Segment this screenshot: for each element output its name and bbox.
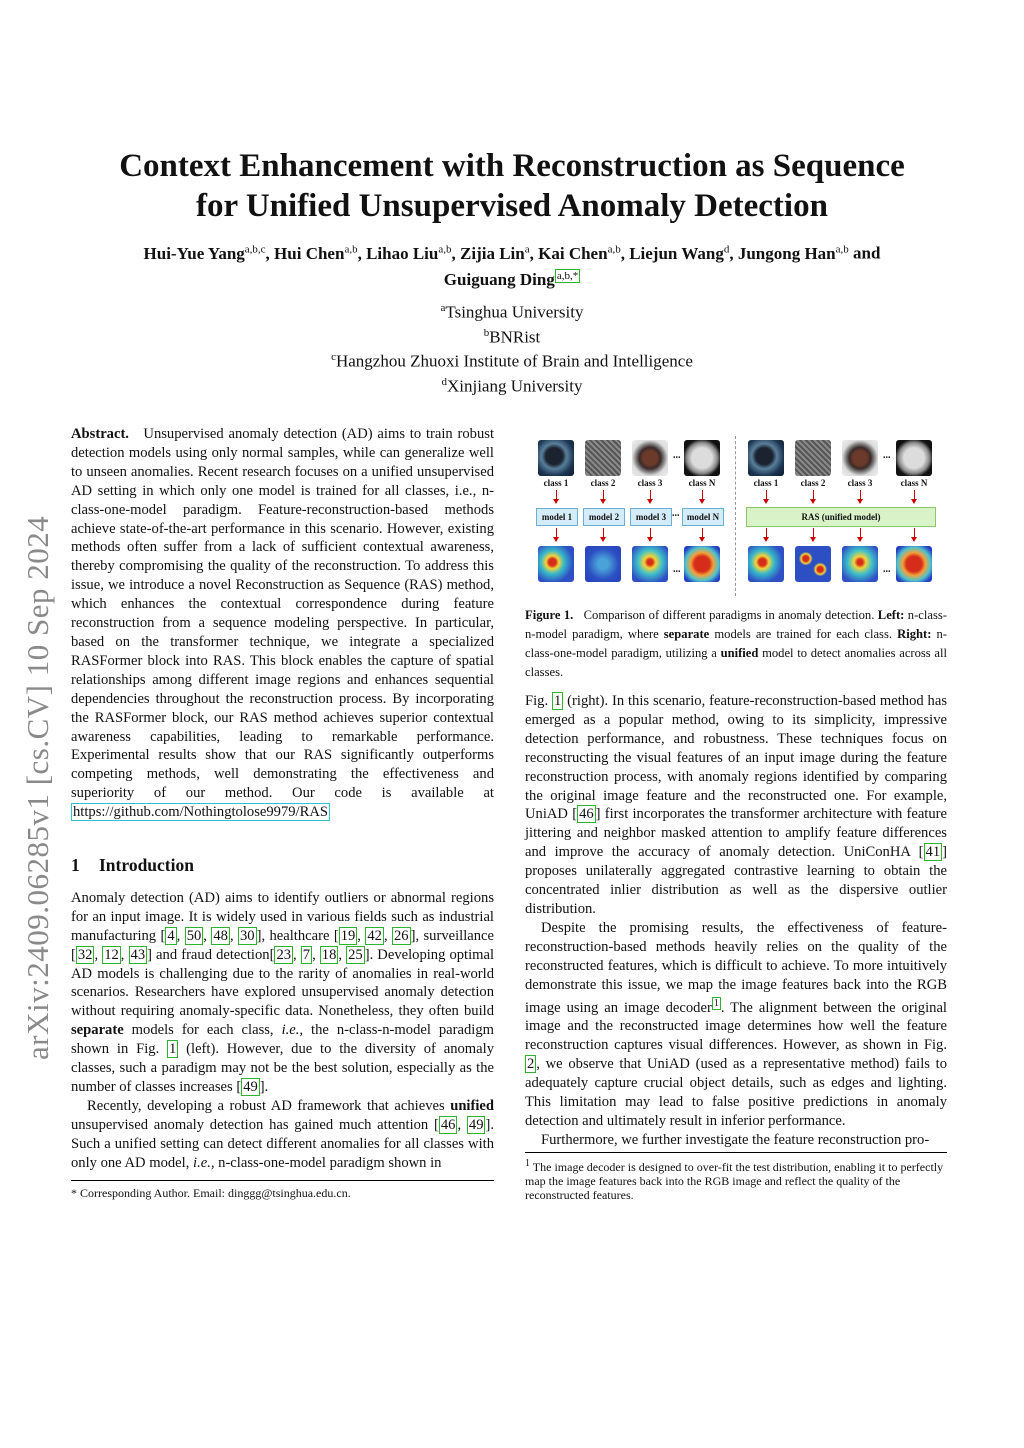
abstract: Abstract. Unsupervised anomaly detection (AD) aims to train robust detection models using only normal samples, while can generalize well to unseen anomalies. Recent research focuses on a unified unsupervised AD setting in which only one model is trained for all classes, i.e., n-class-one-model paradigm. Feature-reconstruction-based methods achieve state-of-the-art performance in this scenario. However, existing methods often suffer from a lack of sufficient contextual awareness, thereby compromising the quality of the reconstruction. To address this issue, we introduce a novel Reconstruction as Sequence (RAS) method, which enhances the contextual correspondence during feature reconstruction from a sequence modeling perspective. In particular, based on the transformer technique, we integrate a specialized RASFormer block into RAS. This block enables the capture of spatial relationships among different image regions and enhances sequential dependencies throughout the reconstruction process. By incorporating the RASFormer block, our RAS method achieves superior contextual awareness capabilities, leading to remarkable performance. Experimental results show that our RAS significantly outperforms competing methods, well demonstrating the effectiveness and superiority of our method. Our code is available at https://github.com/Nothingtolose9979/RAS [71,426,495,821]
flow-arrow [702,528,703,538]
class-2-anomaly-map [795,546,831,582]
citation-link[interactable]: 49 [243,1079,258,1095]
class-n-sample-image [684,440,720,476]
author: Hui-Yue Yang$^{a,b,c}$, [143,243,275,263]
right-column [525,692,947,1150]
citation-link[interactable]: 46 [579,806,594,823]
flow-arrow [556,490,557,500]
flow-arrow [914,490,915,500]
citation-link[interactable]: 43 [130,946,146,963]
flow-arrow [603,490,604,500]
flow-arrow [766,528,767,538]
flow-arrow [813,490,814,500]
citation-link[interactable]: 12 [104,946,119,963]
title-line-1: Context Enhancement with Reconstruction as Sequence [119,148,905,184]
class-label: class 2 [590,478,616,488]
citation-link[interactable]: 46 [440,1116,456,1133]
intro-paragraph-1: Anomaly detection (AD) aims to identify outliers or abnormal regions for an input image. It is widely used in various fields such as industrial manufacturing [ 4 , 50 , 48 , 30 ], healthcare [ 19 , 42 , 26 ], surveillance [ 32 , 12 , 43 ] and fraud detection[ 23 , 7 , 18 , 25 ]. Developing optimal AD models is challenging due to the rarity of anomalies in real-world scenarios. Researchers have explored unsupervised anomaly detection without requiring anomaly-specific data. Nonetheless, they often build separate models for each class, i.e., the n-class-n-model paradigm shown in Fig. 1 (left). However, due to the diversity of anomaly classes, such a paradigm may not be the best solution, especially as the number of classes increases [ 49 ]. [71,889,495,1095]
class-label: class 3 [637,478,663,488]
body-paragraph: Fig. 1 (right). In this scenario, feature-reconstruction-based method has emerged as a popular method, owing to its simplicity, impressive detection performance, and robustness. These techniques focus on reconstructing the visual features of an input image during the feature reconstruction process, with anomaly regions identified by comparing the original image feature and the reconstructed one. For example, UniAD [ 46 ] first incorporates the transformer architecture with feature jittering and neighbor masked attention to amplify feature differences and improve the accuracy of anomaly detection. UniConHA [ 41 ] proposes unilaterally aggregated contrastive learning to obtain the concentrated inlier distribution as well as the dispersive outlier distribution. [525,693,948,917]
citation-link[interactable]: 4 [167,927,175,944]
unified-model-box: RAS (unified model) [746,507,936,527]
flow-arrow [860,490,861,500]
code-link[interactable]: https://github.com/Nothingtolose9979/RAS [73,804,328,821]
flow-arrow [702,490,703,500]
figure-link[interactable]: 2 [527,1056,535,1073]
author: Kai Chen$^{a,b}$, [538,243,630,263]
body-paragraph: Despite the promising results, the effectiveness of feature-reconstruction-based methods heavily relies on the quality of the reconstructed features, which is difficult to achieve. To more intuitively demonstrate this issue, we map the image features back into the RGB image using an image decoder $^1$ . The alignment between the original image and the reconstructed image determines how well the feature reconstruction captures visual differences. However, as shown in Fig. 2 , we observe that UniAD (used as a representative method) fails to adequately capture crucial object details, such as edges and lighting. This limitation may lead to false positive predictions in anomaly detection and ultimately result in inferior performance. [525,919,947,1129]
citation-link[interactable]: 7 [302,946,311,963]
ellipsis: ... [673,450,681,461]
author: Guiguang Ding $^{a,b,*}$ [443,269,579,290]
class-n-anomaly-map [684,546,720,582]
author: Zijia Lin$^a$, [460,243,539,263]
citation-link[interactable]: 48 [213,927,228,944]
ellipsis: ... [673,564,681,575]
flow-arrow [914,528,915,538]
figure-link[interactable]: 1 [169,1041,177,1058]
class-1-sample-image [748,440,784,476]
class-label: class N [900,478,928,488]
class-label: class 2 [800,478,826,488]
citation-link[interactable]: 18 [321,946,337,963]
author: Lihao Liu$^{a,b}$, [366,243,461,263]
author: Hui Chen$^{a,b}$, [274,243,367,263]
title-line-2: for Unified Unsupervised Anomaly Detection [196,188,828,224]
citation-link[interactable]: 25 [348,946,363,963]
footnote-link[interactable]: 1 [713,997,719,1009]
citation-link[interactable]: 50 [186,927,202,944]
corresponding-author-link[interactable]: a,b,* [556,269,579,282]
class-3-anomaly-map [842,546,878,582]
section-heading: 1 Introduction [71,855,194,876]
author: Liejun Wang$^d$, [629,243,738,263]
class-1-anomaly-map [538,546,574,582]
flow-arrow [650,490,651,500]
arxiv-identifier: arXiv:2409.06285v1 [cs.CV] 10 Sep 2024 [20,515,55,1060]
author-list: Hui-Yue Yang$^{a,b,c}$, Hui Chen$^{a,b}$, Lihao Liu$^{a,b}$, Zijia Lin$^a$, Kai Chen$^{a,b}$, Liejun Wang$^d$, Jungong Han$^{a,b}$ and Guiguang Ding $^{a,b,*}$ [143,243,881,290]
left-column [71,425,494,1173]
class-3-sample-image [632,440,668,476]
footnote: $^1$ The image decoder is designed to over-fit the test distribution, enabling it to perfectly map the image features back into the RGB image and reflect the quality of the reconstructed features. [525,1152,947,1202]
class-n-anomaly-map [896,546,932,582]
figure-link[interactable]: 1 [554,693,562,709]
citation-link[interactable]: 26 [393,927,409,944]
citation-link[interactable]: 32 [77,946,93,963]
affiliation: $^c$Hangzhou Zhuoxi Institute of Brain and Intelligence [331,351,693,371]
affiliation: $^b$BNRist [483,326,541,347]
affiliation: $^d$Xinjiang University [441,375,583,396]
class-3-anomaly-map [632,546,668,582]
affiliations [200,298,824,397]
figure-1 [532,432,946,600]
class-n-sample-image [896,440,932,476]
flow-arrow [813,528,814,538]
class-2-sample-image [585,440,621,476]
class-1-anomaly-map [748,546,784,582]
author: Jungong Han$^{a,b}$ [737,243,849,263]
class-2-sample-image [795,440,831,476]
ellipsis: ... [672,508,680,519]
affiliation: $^a$Tsinghua University [440,302,584,322]
corresponding-author-footnote: * Corresponding Author. Email: dinggg@tsinghua.edu.cn. [71,1180,494,1201]
model-box: model 3 [630,508,672,526]
intro-paragraph-2: Recently, developing a robust AD framework that achieves unified unsupervised anomaly detection has gained much attention [ 46 , 49 ]. Such a unified setting can detect different anomalies for all classes with only one AD model, i.e., n-class-one-model paradigm shown in [71,1097,494,1171]
model-box: model 2 [583,508,625,526]
class-3-sample-image [842,440,878,476]
model-box: model 1 [536,508,578,526]
flow-arrow [766,490,767,500]
ellipsis: ... [883,564,891,575]
class-label: class N [688,478,716,488]
class-2-anomaly-map [585,546,621,582]
class-label: class 1 [543,478,569,488]
paper-title [60,146,964,226]
model-box: model N [682,508,724,526]
flow-arrow [860,528,861,538]
citation-link[interactable]: 23 [276,946,292,963]
class-1-sample-image [538,440,574,476]
citation-link[interactable]: 41 [925,844,941,861]
citation-link[interactable]: 42 [367,927,382,944]
body-paragraph: Furthermore, we further investigate the feature reconstruction pro- [541,1131,930,1148]
class-label: class 1 [753,478,779,488]
citation-link[interactable]: 30 [239,927,255,944]
flow-arrow [556,528,557,538]
class-label: class 3 [847,478,873,488]
citation-link[interactable]: 49 [468,1116,484,1133]
citation-link[interactable]: 19 [340,927,356,944]
panel-divider [735,436,736,596]
flow-arrow [650,528,651,538]
ellipsis: ... [883,450,891,461]
figure-caption: Figure 1. Comparison of different paradigms in anomaly detection. Left: n-class-n-model paradigm, where separate models are trained for each class. Right: n-class-one-model paradigm, utilizing a unified model to detect anomalies across all classes. [525,608,948,679]
flow-arrow [603,528,604,538]
